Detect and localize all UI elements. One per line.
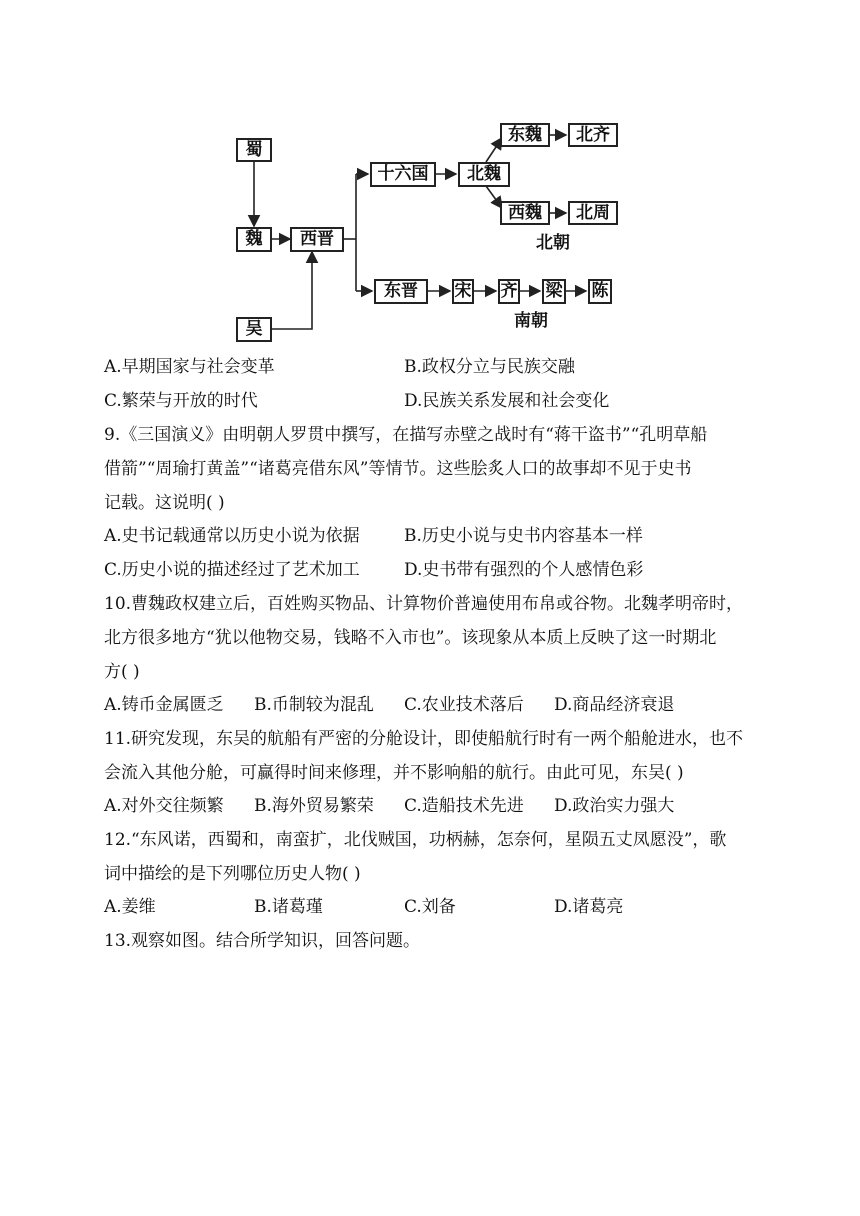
node-wei: 魏 (236, 227, 272, 252)
q11-stem-line-1: 11.研究发现，东吴的航船有严密的分舱设计，即使船航行时有一两个船舱进水，也不 (104, 729, 744, 749)
dynasty-flow-diagram (224, 118, 644, 348)
q8-option-d: D.民族关系发展和社会变化 (404, 391, 610, 411)
node-wu: 吴 (236, 317, 272, 342)
q11-option-d: D.政治实力强大 (554, 796, 675, 816)
q9-stem-line-3: 记载。这说明( ) (104, 493, 225, 513)
node-beiwei: 北魏 (458, 162, 510, 187)
node-song: 宋 (452, 279, 474, 304)
q10-option-a: A.铸币金属匮乏 (104, 695, 224, 715)
q11-option-b: B.海外贸易繁荣 (254, 796, 374, 816)
q12-option-d: D.诸葛亮 (554, 897, 624, 917)
q11-option-c: C.造船技术先进 (404, 796, 524, 816)
label-nanchao: 南朝 (514, 311, 548, 331)
q9-option-a: A.史书记载通常以历史小说为依据 (104, 526, 360, 546)
diagram-arrows (224, 118, 644, 348)
label-beichao: 北朝 (536, 233, 570, 253)
q10-option-c: C.农业技术落后 (404, 695, 524, 715)
q9-stem-line-2: 借箭”“周瑜打黄盖”“诸葛亮借东风”等情节。这些脍炙人口的故事却不见于史书 (104, 459, 692, 479)
q10-stem-line-3: 方( ) (104, 662, 140, 682)
q9-option-d: D.史书带有强烈的个人感情色彩 (404, 560, 644, 580)
node-xijin: 西晋 (290, 227, 344, 252)
node-xiwei: 西魏 (500, 201, 550, 225)
q12-option-b: B.诸葛瑾 (254, 897, 323, 917)
q8-option-c: C.繁荣与开放的时代 (104, 391, 258, 411)
node-dongjin: 东晋 (374, 279, 428, 304)
q8-option-b: B.政权分立与民族交融 (404, 357, 575, 377)
q9-option-c: C.历史小说的描述经过了艺术加工 (104, 560, 360, 580)
node-liang: 梁 (542, 279, 566, 304)
q8-option-a: A.早期国家与社会变革 (104, 357, 275, 377)
q10-option-d: D.商品经济衰退 (554, 695, 675, 715)
node-dongwei: 东魏 (500, 123, 550, 147)
q10-option-b: B.币制较为混乱 (254, 695, 374, 715)
q10-stem-line-2: 北方很多地方“犹以他物交易，钱略不入市也”。该现象从本质上反映了这一时期北 (104, 628, 717, 648)
q9-option-b: B.历史小说与史书内容基本一样 (404, 526, 643, 546)
node-shiliuguo: 十六国 (370, 162, 436, 187)
q12-option-c: C.刘备 (404, 897, 456, 917)
node-beizhou: 北周 (568, 201, 618, 225)
q12-option-a: A.姜维 (104, 897, 156, 917)
q11-stem-line-2: 会流入其他分舱，可赢得时间来修理，并不影响船的航行。由此可见，东吴( ) (104, 763, 684, 783)
q11-option-a: A.对外交往频繁 (104, 796, 224, 816)
q12-stem-line-1: 12.“东风诺，西蜀和，南蛮扩，北伐贼国，功柄赫，怎奈何，星陨五丈凤愿没”，歌 (104, 830, 727, 850)
q9-stem-line-1: 9.《三国演义》由明朝人罗贯中撰写，在描写赤壁之战时有“蒋干盗书”“孔明草船 (104, 425, 708, 445)
node-qi: 齐 (498, 279, 520, 304)
q10-stem-line-1: 10.曹魏政权建立后，百姓购买物品、计算物价普遍使用布帛或谷物。北魏孝明帝时， (104, 594, 744, 614)
node-shu: 蜀 (236, 138, 272, 162)
node-chen: 陈 (588, 279, 612, 304)
node-beiqi: 北齐 (568, 123, 618, 147)
q13-stem-line: 13.观察如图。结合所学知识，回答问题。 (104, 931, 421, 951)
q12-stem-line-2: 词中描绘的是下列哪位历史人物( ) (104, 864, 361, 884)
